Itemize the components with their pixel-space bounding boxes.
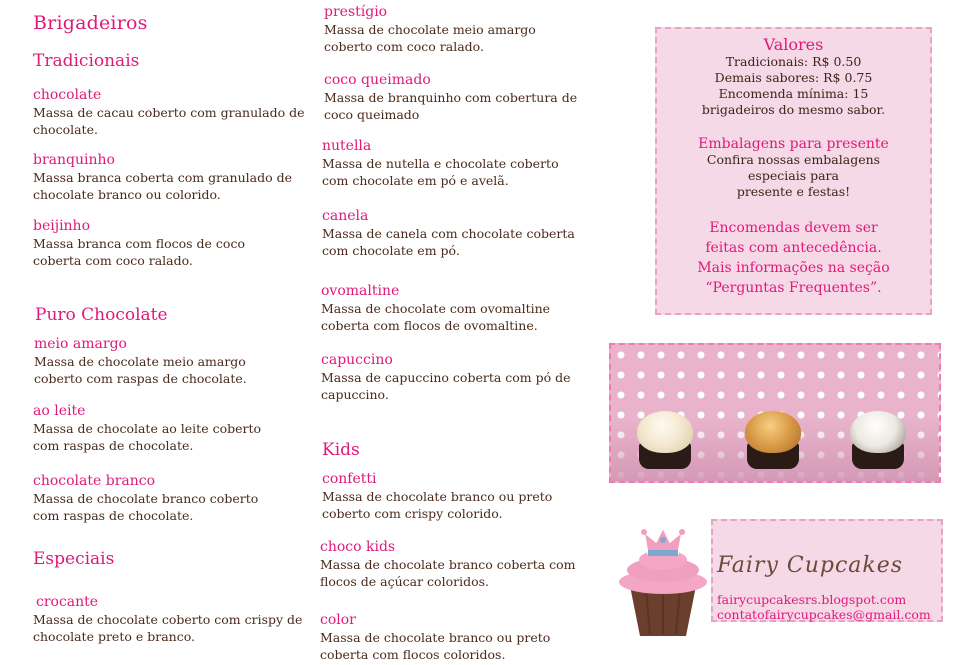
menu-item-ovomaltine [321, 283, 611, 334]
menu-item-branquinho [33, 152, 323, 203]
item-desc: Massa branca com flocos de coco coberta com coco ralado. [33, 236, 245, 268]
brigadeiro-coco-queimado-image [741, 411, 805, 469]
menu-item-prestigio [324, 4, 614, 55]
item-name: confetti [322, 471, 377, 487]
item-name: choco kids [320, 539, 396, 555]
menu-item-color [320, 612, 610, 663]
note-line: Mais informações na seção [697, 260, 890, 276]
menu-item-capuccino [321, 352, 611, 403]
menu-item-meio-amargo [34, 336, 324, 387]
item-desc: Massa branca coberta com granulado de chocolate branco ou colorido. [33, 170, 292, 202]
item-name: chocolate [33, 87, 102, 103]
note-line: Encomendas devem ser [709, 220, 878, 236]
menu-item-chocolate-branco [33, 473, 323, 524]
brigadeiros-photo [609, 343, 941, 483]
menu-item-ao-leite [33, 403, 323, 454]
item-name: canela [322, 208, 369, 224]
menu-item-canela [322, 208, 612, 259]
section-heading-puro-chocolate: Puro Chocolate [35, 305, 168, 325]
item-desc: Massa de canela com chocolate coberta com chocolate em pó. [322, 226, 575, 258]
item-name: ao leite [33, 403, 86, 419]
embalagens-title: Embalagens para presente [698, 136, 889, 152]
item-desc: Massa de chocolate meio amargo coberto com raspas de chocolate. [34, 354, 247, 386]
item-name: prestígio [324, 4, 388, 20]
note-line: feitas com antecedência. [705, 240, 882, 256]
valores-title: Valores [763, 35, 824, 54]
item-desc: Massa de chocolate coberto com crispy de chocolate preto e branco. [33, 612, 303, 644]
encomendas-note [657, 218, 930, 298]
menu-item-choco-kids [320, 539, 610, 590]
item-desc: Massa de chocolate com ovomaltine coberta com flocos de ovomaltine. [321, 301, 551, 333]
item-desc: Massa de chocolate branco ou preto coberto com crispy colorido. [322, 489, 553, 521]
item-name: ovomaltine [321, 283, 400, 299]
item-name: meio amargo [34, 336, 127, 352]
menu-item-chocolate [33, 87, 323, 138]
item-desc: Massa de chocolate branco coberta com flocos de açúcar coloridos. [320, 557, 576, 589]
menu-item-crocante [33, 594, 323, 645]
item-name: nutella [322, 138, 372, 154]
item-name: crocante [36, 594, 99, 610]
menu-item-confetti [322, 471, 612, 522]
menu-item-beijinho [33, 218, 323, 269]
item-desc: Massa de branquinho com cobertura de coco queimado [324, 90, 578, 122]
section-heading-tradicionais: Tradicionais [33, 51, 140, 71]
brand-name: Fairy Cupcakes [717, 553, 904, 578]
item-name: capuccino [321, 352, 393, 368]
item-name: branquinho [33, 152, 115, 168]
menu-title: Brigadeiros [33, 12, 148, 34]
brigadeiro-beijinho-image [633, 411, 697, 469]
brigadeiro-chocolate-branco-image [846, 411, 910, 469]
note-line: “Perguntas Frequentes”. [705, 280, 882, 296]
item-desc: Massa de capuccino coberta com pó de capuccino. [321, 370, 571, 402]
item-desc: Massa de cacau coberto com granulado de chocolate. [33, 105, 305, 137]
valores-box [655, 27, 932, 315]
cupcake-logo-icon [616, 520, 710, 638]
section-heading-especiais: Especiais [33, 549, 115, 569]
embalagens-line: especiais para [748, 168, 839, 183]
item-desc: Massa de chocolate ao leite coberto com raspas de chocolate. [33, 421, 262, 453]
valores-line: brigadeiros do mesmo sabor. [701, 102, 886, 117]
item-desc: Massa de chocolate meio amargo coberto com coco ralado. [324, 22, 536, 54]
embalagens-line: Confira nossas embalagens [706, 152, 881, 167]
menu-item-nutella [322, 138, 612, 189]
contact-box [711, 519, 943, 622]
valores-line: Demais sabores: R$ 0.75 [714, 70, 873, 85]
item-desc: Massa de nutella e chocolate coberto com chocolate em pó e avelã. [322, 156, 559, 188]
embalagens-line: presente e festas! [736, 184, 851, 199]
valores-line: Encomenda mínima: 15 [718, 86, 869, 101]
item-desc: Massa de chocolate branco ou preto coberta com flocos coloridos. [320, 630, 551, 662]
item-desc: Massa de chocolate branco coberto com raspas de chocolate. [33, 491, 259, 523]
item-name: beijinho [33, 218, 91, 234]
valores-line: Tradicionais: R$ 0.50 [725, 54, 862, 69]
email-link[interactable]: contatofairycupcakes@gmail.com [717, 607, 931, 622]
blog-link[interactable]: fairycupcakesrs.blogspot.com [717, 592, 907, 607]
menu-item-coco-queimado [324, 72, 614, 123]
item-name: chocolate branco [33, 473, 156, 489]
item-name: coco queimado [324, 72, 431, 88]
item-name: color [320, 612, 356, 628]
section-heading-kids: Kids [322, 440, 360, 460]
